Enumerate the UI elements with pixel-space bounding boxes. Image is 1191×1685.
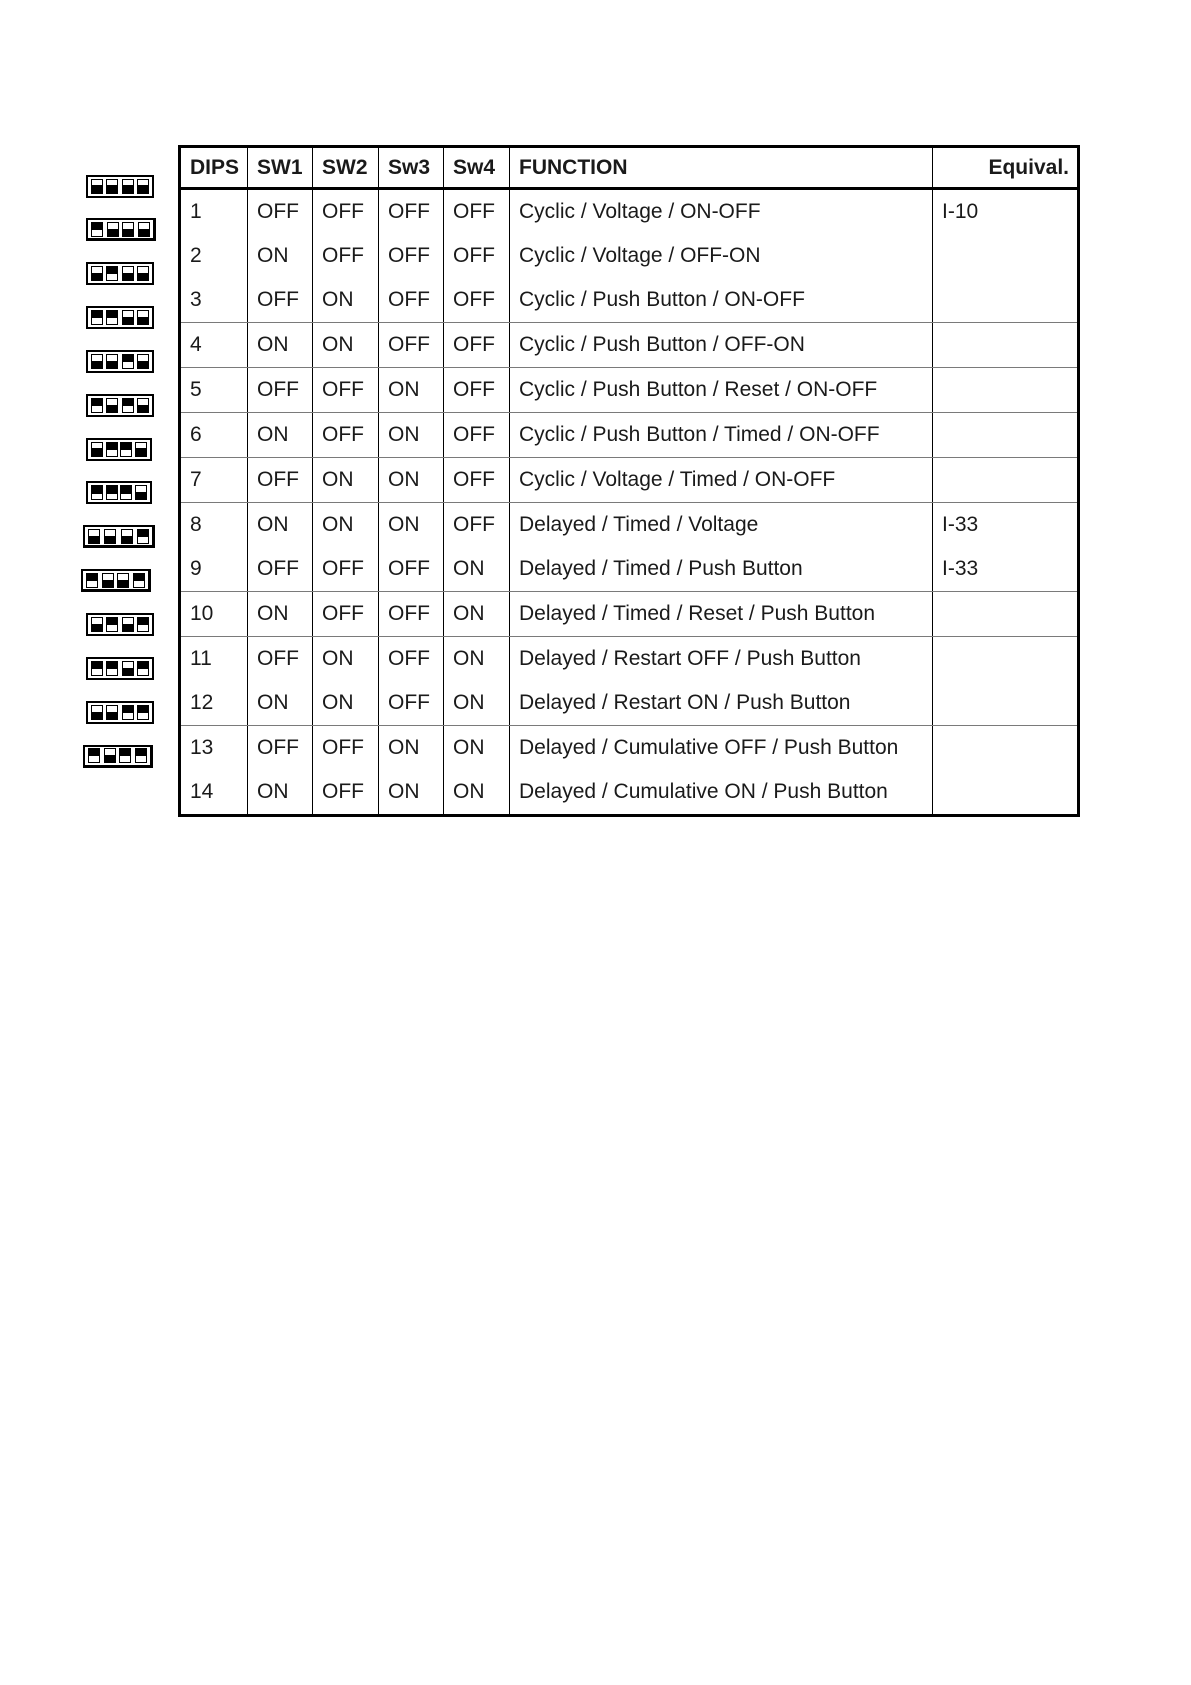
cell-sw3: ON: [379, 726, 444, 771]
dip-switch-knob: [107, 486, 117, 493]
cell-equiv: [933, 413, 1079, 458]
dip-switch-lever-icon: [106, 705, 118, 720]
dip-switch-lever-icon: [102, 573, 114, 588]
dip-switch-knob: [123, 624, 133, 631]
dip-switch-knob: [107, 662, 117, 669]
dip-switch-knob: [121, 486, 131, 493]
cell-sw3: ON: [379, 368, 444, 413]
dip-switch-knob: [92, 486, 102, 493]
dip-switch-knob: [92, 448, 102, 455]
header-dips: DIPS: [180, 147, 248, 189]
table-row: [180, 368, 1079, 413]
dip-switch-lever-icon: [91, 442, 103, 457]
dip-switch-knob: [92, 361, 102, 368]
cell-sw4: OFF: [444, 278, 510, 323]
dip-switch-knob: [107, 361, 117, 368]
dip-switch-knob: [121, 443, 131, 450]
cell-sw2: OFF: [313, 770, 379, 816]
dip-switch-lever-icon: [137, 398, 149, 413]
dip-switch-lever-icon: [138, 222, 150, 237]
header-sw4: Sw4: [444, 147, 510, 189]
cell-function: Cyclic / Voltage / Timed / ON-OFF: [510, 458, 933, 503]
dip-switch-diagram: [81, 569, 151, 592]
cell-sw4: OFF: [444, 413, 510, 458]
dip-switch-lever-icon: [117, 573, 129, 588]
cell-sw3: ON: [379, 770, 444, 816]
dip-switch-lever-icon: [119, 748, 131, 763]
dip-switch-lever-icon: [91, 266, 103, 281]
cell-dips: 11: [180, 637, 248, 682]
table-row: [180, 503, 1079, 548]
cell-dips: 12: [180, 681, 248, 726]
cell-equiv: [933, 726, 1079, 771]
table-row: [180, 234, 1079, 278]
cell-dips: 13: [180, 726, 248, 771]
cell-sw4: ON: [444, 547, 510, 592]
cell-function: Delayed / Timed / Voltage: [510, 503, 933, 548]
cell-function: Delayed / Timed / Reset / Push Button: [510, 592, 933, 637]
dip-switch-lever-icon: [106, 485, 118, 500]
cell-equiv: [933, 458, 1079, 503]
dip-switch-lever-icon: [86, 573, 98, 588]
dip-switch-knob: [92, 273, 102, 280]
dip-switch-lever-icon: [104, 748, 116, 763]
cell-equiv: [933, 592, 1079, 637]
dip-switch-knob: [138, 618, 148, 625]
cell-sw3: OFF: [379, 592, 444, 637]
cell-dips: 2: [180, 234, 248, 278]
cell-equiv: I-33: [942, 513, 979, 536]
cell-sw4: ON: [444, 726, 510, 771]
header-sw1: SW1: [248, 147, 313, 189]
cell-sw1: ON: [248, 234, 313, 278]
cell-sw1: ON: [248, 503, 313, 548]
cell-sw1: OFF: [248, 547, 313, 592]
table-row: [180, 413, 1079, 458]
dip-switch-diagram: [86, 657, 154, 680]
dip-switch-diagram: [86, 218, 156, 241]
dip-switch-lever-icon: [91, 661, 103, 676]
dip-switch-diagram: [86, 438, 152, 461]
cell-sw4: OFF: [444, 323, 510, 368]
cell-function: Delayed / Restart OFF / Push Button: [510, 637, 933, 682]
dip-switch-diagram: [83, 745, 153, 768]
dip-switch-knob: [138, 185, 148, 192]
dip-switch-lever-icon: [135, 485, 147, 500]
dip-switch-knob: [122, 536, 132, 543]
table-header-row: [180, 147, 1079, 189]
cell-function: Cyclic / Push Button / OFF-ON: [510, 323, 933, 368]
table-row: [180, 278, 1079, 323]
dip-switch-knob: [92, 624, 102, 631]
dip-switch-knob: [107, 712, 117, 719]
cell-function: Cyclic / Push Button / ON-OFF: [510, 278, 933, 323]
dip-switch-knob: [107, 185, 117, 192]
cell-equiv: [933, 323, 1079, 368]
cell-sw4: OFF: [444, 458, 510, 503]
dip-switch-knob: [138, 662, 148, 669]
cell-function: Cyclic / Push Button / Timed / ON-OFF: [510, 413, 933, 458]
header-sw3: Sw3: [379, 147, 444, 189]
cell-sw2: ON: [313, 503, 379, 548]
dip-switch-diagram: [86, 613, 154, 636]
cell-sw1: OFF: [248, 458, 313, 503]
dip-switch-knob: [118, 580, 128, 587]
cell-sw1: ON: [248, 323, 313, 368]
dip-switch-knob: [120, 749, 130, 756]
table-body: [180, 189, 1079, 816]
cell-equiv: I-10: [942, 200, 979, 223]
dip-switch-knob: [123, 229, 133, 236]
dip-switch-lever-icon: [137, 617, 149, 632]
cell-sw2: ON: [313, 681, 379, 726]
dip-switch-lever-icon: [107, 222, 119, 237]
dip-switch-lever-icon: [88, 748, 100, 763]
dip-switch-knob: [92, 662, 102, 669]
header-sw2: SW2: [313, 147, 379, 189]
dip-switch-lever-icon: [91, 222, 103, 237]
table-row: [180, 323, 1079, 368]
cell-dips: 4: [180, 323, 248, 368]
dip-switch-lever-icon: [121, 529, 133, 544]
dip-switch-lever-icon: [91, 398, 103, 413]
dip-switch-knob: [107, 443, 117, 450]
cell-dips: 8: [180, 503, 248, 548]
dip-switch-lever-icon: [106, 354, 118, 369]
dip-switch-knob: [138, 361, 148, 368]
cell-function: Delayed / Restart ON / Push Button: [510, 681, 933, 726]
dip-switch-lever-icon: [106, 617, 118, 632]
dip-switch-knob: [92, 185, 102, 192]
cell-sw3: ON: [379, 458, 444, 503]
dip-switch-diagram: [86, 394, 154, 417]
cell-sw2: OFF: [313, 547, 379, 592]
cell-function: Delayed / Timed / Push Button: [510, 547, 933, 592]
cell-sw4: ON: [444, 592, 510, 637]
dip-switch-knob: [107, 267, 117, 274]
dip-switch-knob: [108, 229, 118, 236]
dip-switch-knob: [139, 229, 149, 236]
dip-switch-diagram: [86, 701, 154, 724]
dip-switch-knob: [123, 355, 133, 362]
dip-switch-lever-icon: [122, 617, 134, 632]
cell-equiv: [933, 234, 1079, 278]
cell-sw2: OFF: [313, 592, 379, 637]
cell-equiv: I-33: [933, 547, 1079, 592]
cell-dips: 7: [180, 458, 248, 503]
dip-switch-lever-icon: [137, 661, 149, 676]
cell-sw2: ON: [313, 458, 379, 503]
dip-switch-knob: [92, 399, 102, 406]
cell-equiv: [933, 278, 1079, 323]
dip-settings-table-container: [178, 145, 1077, 817]
dip-switch-lever-icon: [91, 179, 103, 194]
dip-switch-lever-icon: [122, 661, 134, 676]
cell-sw3: ON: [379, 413, 444, 458]
cell-sw1: ON: [248, 681, 313, 726]
cell-sw3: OFF: [379, 234, 444, 278]
dip-switch-diagram: [86, 481, 152, 504]
dip-switch-lever-icon: [106, 398, 118, 413]
table-row: [180, 681, 1079, 726]
cell-sw2: OFF: [313, 189, 379, 235]
dip-switch-lever-icon: [137, 179, 149, 194]
cell-function: Cyclic / Voltage / ON-OFF: [510, 189, 933, 235]
cell-sw1: OFF: [248, 726, 313, 771]
dip-switch-lever-icon: [122, 179, 134, 194]
cell-function: Delayed / Cumulative OFF / Push Button: [510, 726, 933, 771]
table-row: [180, 592, 1079, 637]
dip-switch-lever-icon: [137, 529, 149, 544]
dip-switch-knob: [103, 580, 113, 587]
dip-switch-knob: [107, 311, 117, 318]
dip-switch-lever-icon: [88, 529, 100, 544]
cell-sw1: OFF: [248, 368, 313, 413]
table-row: [180, 637, 1079, 682]
cell-sw1: OFF: [248, 189, 313, 235]
dip-switch-diagram: [83, 525, 155, 548]
dip-switch-lever-icon: [135, 442, 147, 457]
table-row: [180, 770, 1079, 816]
dip-switch-lever-icon: [122, 354, 134, 369]
cell-dips: 3: [180, 278, 248, 323]
dip-switch-knob: [123, 185, 133, 192]
cell-sw1: ON: [248, 413, 313, 458]
cell-equiv: [933, 681, 1079, 726]
dip-switch-knob: [123, 317, 133, 324]
cell-dips: 6: [180, 413, 248, 458]
dip-switch-knob: [134, 574, 144, 581]
cell-sw3: OFF: [379, 637, 444, 682]
cell-sw4: OFF: [444, 189, 510, 235]
dip-switch-diagram: [86, 175, 154, 198]
cell-equiv: [933, 637, 1079, 682]
dip-switch-knob: [136, 749, 146, 756]
cell-function: Delayed / Cumulative ON / Push Button: [510, 770, 933, 816]
dip-switch-knob: [123, 399, 133, 406]
cell-sw4: ON: [444, 681, 510, 726]
dip-switch-lever-icon: [122, 266, 134, 281]
dip-switch-lever-icon: [122, 705, 134, 720]
dip-switch-lever-icon: [91, 705, 103, 720]
dip-switch-lever-icon: [106, 179, 118, 194]
cell-sw4: ON: [444, 637, 510, 682]
dip-switch-lever-icon: [106, 266, 118, 281]
dip-switch-lever-icon: [137, 354, 149, 369]
table-row: [180, 458, 1079, 503]
dip-switch-knob: [107, 405, 117, 412]
cell-sw2: ON: [313, 323, 379, 368]
cell-function: Cyclic / Push Button / Reset / ON-OFF: [510, 368, 933, 413]
cell-sw1: ON: [248, 770, 313, 816]
dip-switch-knob: [123, 668, 133, 675]
dip-switch-lever-icon: [133, 573, 145, 588]
cell-equiv: [933, 770, 1079, 816]
dip-switch-lever-icon: [106, 310, 118, 325]
dip-switch-diagram: [86, 262, 154, 285]
dip-switch-knob: [92, 223, 102, 230]
dip-switch-lever-icon: [106, 661, 118, 676]
cell-dips: 5: [180, 368, 248, 413]
dip-switch-knob: [123, 273, 133, 280]
cell-equiv: [933, 368, 1079, 413]
dip-switch-diagram: [86, 350, 154, 373]
cell-sw3: OFF: [379, 278, 444, 323]
cell-sw2: ON: [313, 278, 379, 323]
dip-switch-lever-icon: [120, 485, 132, 500]
header-function: FUNCTION: [510, 147, 933, 189]
dip-switch-lever-icon: [91, 617, 103, 632]
dip-switch-knob: [138, 405, 148, 412]
cell-sw2: ON: [313, 637, 379, 682]
dip-switch-knob: [136, 492, 146, 499]
dip-switch-knob: [138, 530, 148, 537]
dip-switch-lever-icon: [122, 222, 134, 237]
dip-switch-knob: [89, 536, 99, 543]
dip-switch-knob: [138, 273, 148, 280]
dip-switch-knob: [138, 706, 148, 713]
dip-switch-knob: [105, 755, 115, 762]
table-row: [180, 189, 1079, 235]
cell-sw3: OFF: [379, 323, 444, 368]
cell-dips: 14: [180, 770, 248, 816]
dip-switch-lever-icon: [122, 398, 134, 413]
dip-switch-knob: [107, 618, 117, 625]
table-row: [180, 547, 1079, 592]
cell-sw3: OFF: [379, 547, 444, 592]
dip-switch-lever-icon: [135, 748, 147, 763]
cell-sw2: OFF: [313, 368, 379, 413]
dip-switch-diagram: [86, 306, 154, 329]
cell-sw4: OFF: [444, 503, 510, 548]
cell-function: Cyclic / Voltage / OFF-ON: [510, 234, 933, 278]
cell-sw4: OFF: [444, 368, 510, 413]
header-equivalent: Equival.: [933, 147, 1079, 189]
dip-switch-lever-icon: [137, 705, 149, 720]
dip-switch-lever-icon: [104, 529, 116, 544]
cell-sw1: OFF: [248, 637, 313, 682]
dip-settings-table: [178, 145, 1080, 817]
dip-switch-lever-icon: [120, 442, 132, 457]
cell-dips: 10: [180, 592, 248, 637]
table-row: [180, 726, 1079, 771]
cell-sw4: ON: [444, 770, 510, 816]
dip-switch-lever-icon: [106, 442, 118, 457]
dip-switch-lever-icon: [137, 266, 149, 281]
cell-dips: 1: [180, 189, 248, 235]
cell-dips: 9: [180, 547, 248, 592]
dip-switch-knob: [136, 448, 146, 455]
dip-switch-knob: [89, 749, 99, 756]
dip-switch-lever-icon: [137, 310, 149, 325]
dip-switch-knob: [138, 317, 148, 324]
dip-switch-lever-icon: [122, 310, 134, 325]
cell-sw3: OFF: [379, 189, 444, 235]
dip-switch-lever-icon: [91, 485, 103, 500]
cell-sw4: OFF: [444, 234, 510, 278]
cell-sw1: ON: [248, 592, 313, 637]
dip-switch-knob: [92, 311, 102, 318]
cell-sw1: OFF: [248, 278, 313, 323]
dip-switch-knob: [105, 536, 115, 543]
dip-switch-knob: [92, 712, 102, 719]
cell-sw2: OFF: [313, 726, 379, 771]
cell-sw2: OFF: [313, 413, 379, 458]
dip-switch-lever-icon: [91, 354, 103, 369]
dip-switch-knob: [123, 706, 133, 713]
cell-sw2: OFF: [313, 234, 379, 278]
cell-sw3: OFF: [379, 681, 444, 726]
dip-switch-lever-icon: [91, 310, 103, 325]
cell-sw3: ON: [379, 503, 444, 548]
dip-switch-knob: [87, 574, 97, 581]
